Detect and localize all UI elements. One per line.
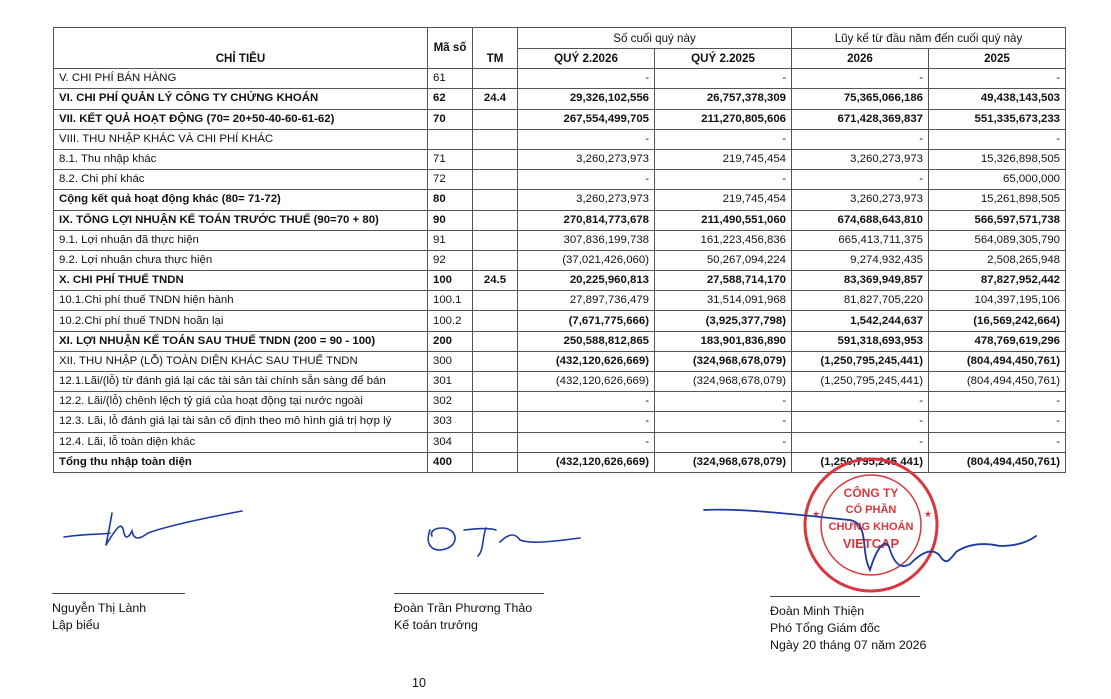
row-tm [473,291,518,311]
row-value-ytd-2026: 9,274,932,435 [792,250,929,270]
row-label: 12.1.Lãi/(lỗ) từ đánh giá lại các tài sản tài chính sẵn sàng để bán [54,372,428,392]
row-value-q2-2025: 219,745,454 [655,149,792,169]
row-value-q2-2025: 211,490,551,060 [655,210,792,230]
signature-date: Ngày 20 tháng 07 năm 2026 [770,638,927,652]
row-label: X. CHI PHÍ THUẾ TNDN [54,271,428,291]
row-tm [473,109,518,129]
row-value-q2-2026: - [518,392,655,412]
row-label: VII. KẾT QUẢ HOẠT ĐỘNG (70= 20+50-40-60-61-62) [54,109,428,129]
table-row [54,170,1066,190]
table-row [54,432,1066,452]
table-row [54,230,1066,250]
row-tm [473,170,518,190]
row-value-ytd-2025: 15,261,898,505 [929,190,1066,210]
accountant-name: Đoàn Trần Phương Thảo [394,601,533,615]
table-row [54,291,1066,311]
director-name: Đoàn Minh Thiện [770,604,865,618]
row-value-q2-2025: 27,588,714,170 [655,271,792,291]
row-label: 12.3. Lãi, lỗ đánh giá lại tài sản cố định theo mô hình giá trị hợp lý [54,412,428,432]
row-value-q2-2025: (324,968,678,079) [655,452,792,472]
row-value-ytd-2025: 2,508,265,948 [929,250,1066,270]
row-value-q2-2026: 3,260,273,973 [518,190,655,210]
director-signature-block [770,596,927,654]
preparer-signature-image [60,505,250,555]
table-row [54,311,1066,331]
row-tm [473,311,518,331]
row-value-ytd-2026: 674,688,643,810 [792,210,929,230]
row-value-ytd-2025: 49,438,143,503 [929,89,1066,109]
row-value-q2-2026: 250,588,812,865 [518,331,655,351]
row-value-ytd-2026: (1,250,795,245,441) [792,372,929,392]
row-value-q2-2026: 270,814,773,678 [518,210,655,230]
row-value-q2-2025: (3,925,377,798) [655,311,792,331]
accountant-signature-image [420,520,590,560]
row-value-ytd-2026: 591,318,693,953 [792,331,929,351]
row-label: IX. TỔNG LỢI NHUẬN KẾ TOÁN TRƯỚC THUẾ (90=70 + 80) [54,210,428,230]
row-value-q2-2025: 50,267,094,224 [655,250,792,270]
row-code: 301 [428,372,473,392]
row-tm: 24.4 [473,89,518,109]
row-code: 300 [428,351,473,371]
table-row [54,271,1066,291]
table-row [54,129,1066,149]
row-value-ytd-2026: - [792,170,929,190]
row-value-q2-2025: 183,901,836,890 [655,331,792,351]
row-value-ytd-2025: 551,335,673,233 [929,109,1066,129]
preparer-signature-block [52,593,185,634]
header-q2-2026: QUÝ 2.2026 [518,49,655,69]
row-value-ytd-2026: 1,542,244,637 [792,311,929,331]
row-value-ytd-2025: 566,597,571,738 [929,210,1066,230]
header-ma-so: Mã số [428,28,473,69]
row-code: 91 [428,230,473,250]
table-row [54,351,1066,371]
row-value-ytd-2026: 75,365,066,186 [792,89,929,109]
table-row [54,210,1066,230]
row-tm [473,432,518,452]
row-code: 70 [428,109,473,129]
header-q2-2025: QUÝ 2.2025 [655,49,792,69]
row-code: 200 [428,331,473,351]
row-code: 100 [428,271,473,291]
header-group-quarter: Số cuối quý này [518,28,792,49]
row-value-ytd-2025: (804,494,450,761) [929,351,1066,371]
table-row [54,190,1066,210]
row-value-q2-2026: (37,021,426,060) [518,250,655,270]
row-label: XI. LỢI NHUẬN KẾ TOÁN SAU THUẾ TNDN (200 = 90 - 100) [54,331,428,351]
row-value-ytd-2026: 81,827,705,220 [792,291,929,311]
row-value-ytd-2025: 87,827,952,442 [929,271,1066,291]
accountant-signature-line [394,593,544,594]
row-tm [473,331,518,351]
accountant-role: Kế toán trưởng [394,618,478,632]
row-code: 100.2 [428,311,473,331]
row-label: 12.2. Lãi/(lỗ) chênh lệch tỷ giá của hoạt động tại nước ngoài [54,392,428,412]
row-code: 302 [428,392,473,412]
row-value-ytd-2026: (1,250,795,245,441) [792,351,929,371]
row-tm [473,190,518,210]
row-label: 12.4. Lãi, lỗ toàn diện khác [54,432,428,452]
row-value-q2-2025: (324,968,678,079) [655,351,792,371]
row-code: 400 [428,452,473,472]
header-chi-tieu: CHỈ TIÊU [54,28,428,69]
row-value-q2-2026: (432,120,626,669) [518,351,655,371]
row-label: XII. THU NHẬP (LỖ) TOÀN DIỆN KHÁC SAU THUẾ TNDN [54,351,428,371]
row-code [428,129,473,149]
director-role: Phó Tổng Giám đốc [770,621,880,635]
row-value-q2-2026: - [518,432,655,452]
table-header [54,28,1066,69]
row-value-ytd-2026: 671,428,369,837 [792,109,929,129]
svg-text:★: ★ [812,509,821,519]
row-value-q2-2026: 307,836,199,738 [518,230,655,250]
row-value-ytd-2026: - [792,129,929,149]
row-label: 8.1. Thu nhập khác [54,149,428,169]
table-row [54,109,1066,129]
row-tm [473,230,518,250]
row-code: 92 [428,250,473,270]
row-tm [473,452,518,472]
seal-line-4: VIETCAP [842,536,900,551]
row-value-ytd-2026: 3,260,273,973 [792,190,929,210]
table-row [54,69,1066,89]
table-body [54,69,1066,473]
row-code: 80 [428,190,473,210]
page-number: 10 [412,676,426,690]
row-label: VI. CHI PHÍ QUẢN LÝ CÔNG TY CHỨNG KHOÁN [54,89,428,109]
row-value-ytd-2026: 83,369,949,857 [792,271,929,291]
row-tm [473,412,518,432]
row-value-q2-2026: 20,225,960,813 [518,271,655,291]
row-label: VIII. THU NHẬP KHÁC VÀ CHI PHÍ KHÁC [54,129,428,149]
row-tm [473,250,518,270]
row-code: 90 [428,210,473,230]
preparer-name: Nguyễn Thị Lành [52,601,147,615]
table-row [54,250,1066,270]
preparer-role: Lập biểu [52,618,100,632]
row-value-ytd-2025: 478,769,619,296 [929,331,1066,351]
header-tm: TM [473,28,518,69]
row-code: 62 [428,89,473,109]
row-value-q2-2025: 211,270,805,606 [655,109,792,129]
row-value-q2-2026: (7,671,775,666) [518,311,655,331]
row-value-q2-2026: - [518,129,655,149]
row-label: V. CHI PHÍ BÁN HÀNG [54,69,428,89]
row-value-q2-2025: - [655,432,792,452]
row-value-q2-2026: - [518,412,655,432]
row-value-q2-2025: - [655,170,792,190]
row-value-q2-2025: 26,757,378,309 [655,89,792,109]
accountant-signature-block [394,593,544,634]
row-value-ytd-2025: (804,494,450,761) [929,452,1066,472]
row-value-ytd-2025: 15,326,898,505 [929,149,1066,169]
row-value-ytd-2025: - [929,392,1066,412]
row-value-ytd-2026: - [792,69,929,89]
row-value-q2-2025: 161,223,456,836 [655,230,792,250]
row-value-ytd-2026: - [792,412,929,432]
row-value-q2-2025: - [655,412,792,432]
table-row [54,89,1066,109]
table-row [54,149,1066,169]
row-value-ytd-2025: (16,569,242,664) [929,311,1066,331]
row-tm [473,149,518,169]
row-value-q2-2025: 31,514,091,968 [655,291,792,311]
svg-text:★: ★ [924,509,933,519]
row-value-q2-2026: - [518,69,655,89]
row-code: 303 [428,412,473,432]
row-value-ytd-2025: 65,000,000 [929,170,1066,190]
row-code: 72 [428,170,473,190]
row-code: 100.1 [428,291,473,311]
row-label: Tổng thu nhập toàn diện [54,452,428,472]
header-ytd-2025: 2025 [929,49,1066,69]
row-value-ytd-2025: - [929,432,1066,452]
header-group-ytd: Lũy kế từ đầu năm đến cuối quý này [792,28,1066,49]
row-tm [473,392,518,412]
row-value-q2-2026: 3,260,273,973 [518,149,655,169]
row-tm: 24.5 [473,271,518,291]
table-row [54,331,1066,351]
header-ytd-2026: 2026 [792,49,929,69]
row-code: 71 [428,149,473,169]
row-label: 10.2.Chi phí thuế TNDN hoãn lại [54,311,428,331]
row-value-q2-2026: 267,554,499,705 [518,109,655,129]
row-value-ytd-2026: (1,250,795,245,441) [792,452,929,472]
row-label: Cộng kết quả hoạt động khác (80= 71-72) [54,190,428,210]
row-value-ytd-2026: 665,413,711,375 [792,230,929,250]
director-signature-line [770,596,920,597]
row-value-ytd-2025: - [929,69,1066,89]
row-value-ytd-2025: 564,089,305,790 [929,230,1066,250]
row-tm [473,129,518,149]
row-value-q2-2025: (324,968,678,079) [655,372,792,392]
row-value-ytd-2025: - [929,129,1066,149]
row-tm [473,210,518,230]
row-label: 10.1.Chi phí thuế TNDN hiện hành [54,291,428,311]
row-label: 9.2. Lợi nhuận chưa thực hiện [54,250,428,270]
row-value-ytd-2025: 104,397,195,106 [929,291,1066,311]
row-tm [473,372,518,392]
seal-line-1: CÔNG TY [843,486,899,500]
row-label: 8.2. Chi phí khác [54,170,428,190]
row-value-q2-2026: (432,120,626,669) [518,452,655,472]
row-value-q2-2026: 27,897,736,479 [518,291,655,311]
seal-line-3: CHỨNG KHOÁN [828,521,914,533]
row-value-q2-2026: (432,120,626,669) [518,372,655,392]
row-value-q2-2025: - [655,129,792,149]
seal-line-2: CỔ PHẦN [845,504,897,516]
row-value-q2-2025: 219,745,454 [655,190,792,210]
table-row [54,372,1066,392]
preparer-signature-line [52,593,185,594]
row-value-ytd-2026: 3,260,273,973 [792,149,929,169]
table-row [54,392,1066,412]
row-label: 9.1. Lợi nhuận đã thực hiện [54,230,428,250]
row-tm [473,351,518,371]
row-value-q2-2025: - [655,69,792,89]
table-row [54,412,1066,432]
row-value-q2-2026: 29,326,102,556 [518,89,655,109]
row-value-ytd-2026: - [792,432,929,452]
income-statement-table [53,27,1066,473]
row-value-q2-2025: - [655,392,792,412]
row-code: 304 [428,432,473,452]
row-tm [473,69,518,89]
director-signature-image [700,490,1040,590]
row-value-q2-2026: - [518,170,655,190]
row-value-ytd-2025: - [929,412,1066,432]
row-value-ytd-2025: (804,494,450,761) [929,372,1066,392]
row-value-ytd-2026: - [792,392,929,412]
row-code: 61 [428,69,473,89]
